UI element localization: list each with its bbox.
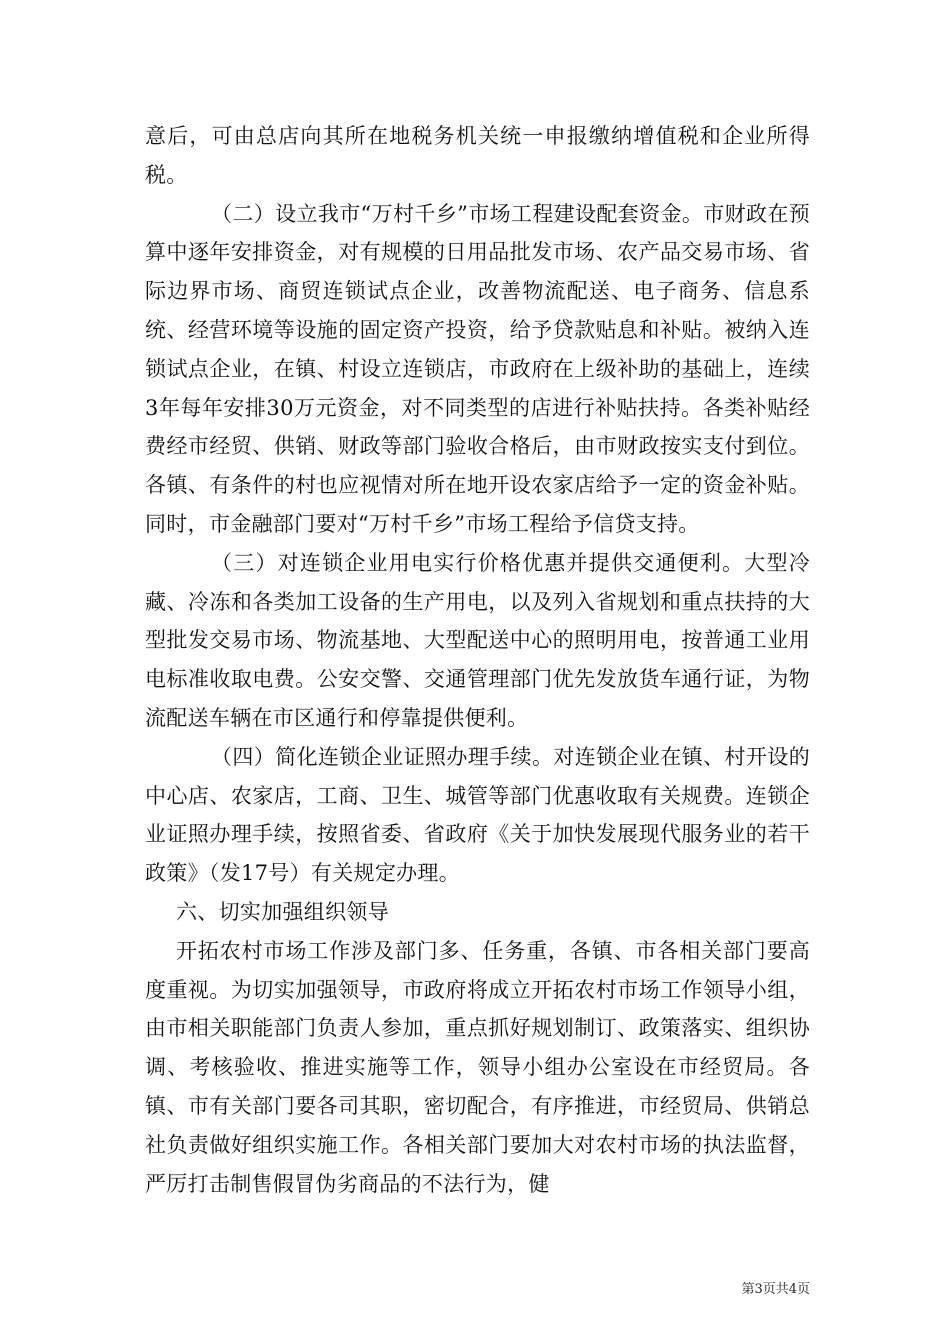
page-number-footer: 第3页共4页: [741, 1282, 810, 1297]
paragraph-section-two: （二）设立我市“万村千乡”市场工程建设配套资金。市财政在预算中逐年安排资金，对有规模的日用品批发市场、农产品交易市场、省际边界市场、商贸连锁试点企业，改善物流配送、电子商务、信息系统、经营环境等设施的固定资产投资，给予贷款贴息和补贴。被纳入连锁试点企业，在镇、村设立连锁店，市政府在上级补助的基础上，连续3年每年安排30万元资金，对不同类型的店进行补贴扶持。各类补贴经费经市经贸、供销、财政等部门验收合格后，由市财政按实支付到位。各镇、有条件的村也应视情对所在地开设农家店给予一定的资金补贴。同时，市金融部门要对“万村千乡”市场工程给予信贷支持。: [145, 201, 810, 536]
paragraph-continued: 意后，可由总店向其所在地税务机关统一申报缴纳增值税和企业所得税。: [145, 124, 810, 187]
paragraph-section-six-body: 开拓农村市场工作涉及部门多、任务重，各镇、市各相关部门要高度重视。为切实加强领导，市政府将成立开拓农村市场工作领导小组，由市相关职能部门负责人参加，重点抓好规划制订、政策落实、组织协调、考核验收、推进实施等工作，领导小组办公室设在市经贸局。各镇、市有关部门要各司其职，密切配合，有序推进，市经贸局、供销总社负责做好组织实施工作。各相关部门要加大对农村市场的执法监督，严厉打击制售假冒伪劣商品的不法行为，健: [145, 938, 810, 1196]
paragraph-section-three: （三）对连锁企业用电实行价格优惠并提供交通便利。大型冷藏、冷冻和各类加工设备的生产用电，以及列入省规划和重点扶持的大型批发交易市场、物流基地、大型配送中心的照明用电，按普通工业用电标准收取电费。公安交警、交通管理部门优先发放货车通行证，为物流配送车辆在市区通行和停靠提供便利。: [145, 550, 810, 730]
paragraph-section-four: （四）简化连锁企业证照办理手续。对连锁企业在镇、村开设的中心店、农家店，工商、卫生、城管等部门优惠收取有关规费。连锁企业证照办理手续，按照省委、省政府《关于加快发展现代服务业的若干政策》（发17号）有关规定办理。: [145, 744, 810, 886]
section-heading-six: 六、切实加强组织领导: [176, 899, 389, 924]
document-body: [145, 117, 810, 1203]
